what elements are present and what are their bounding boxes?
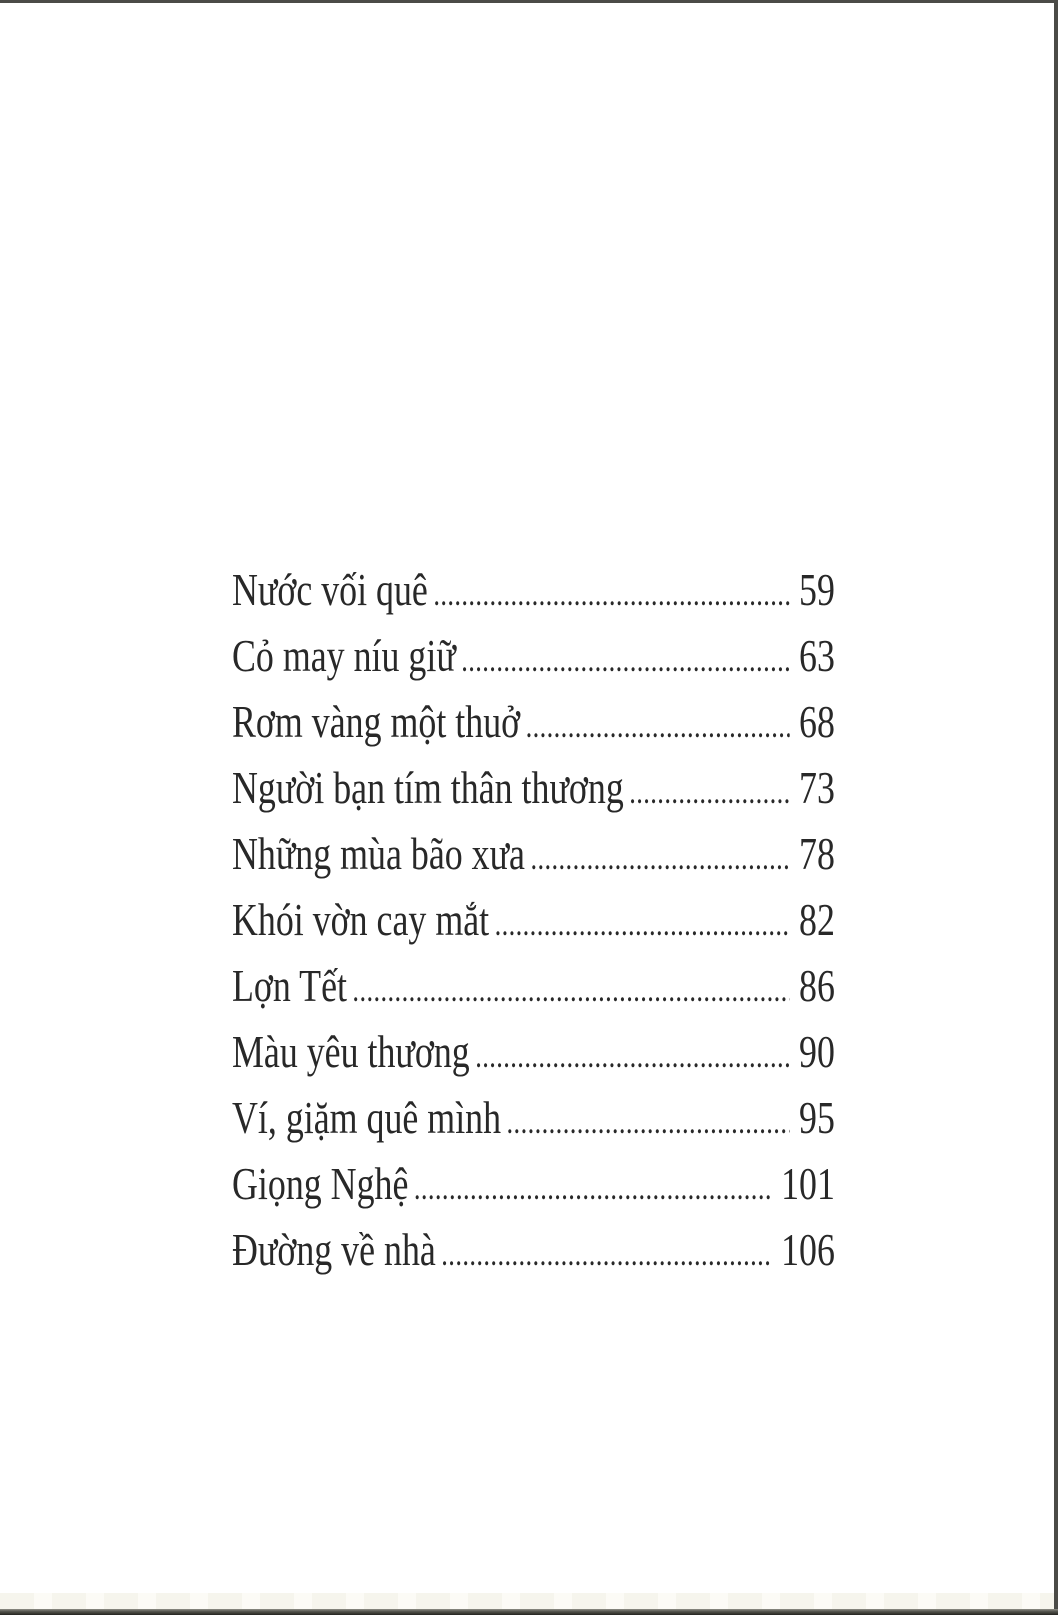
toc-entry-page: 82 [799,894,835,945]
dot-leader [525,826,790,892]
toc-entry-page: 90 [799,1026,835,1077]
toc-entry-title: Nước vối quê [232,564,428,615]
toc-entry-page: 86 [799,960,835,1011]
toc-entry [232,1151,835,1217]
toc-entry-title: Màu yêu thương [232,1026,470,1077]
toc-entry-page: 73 [799,762,835,813]
toc-entry [232,557,835,623]
dot-leader [408,1156,771,1222]
dot-leader [624,760,790,826]
toc-entry [232,1019,835,1085]
toc-entry-title: Lợn Tết [232,960,347,1011]
dot-leader [436,1222,772,1288]
toc-entry-title: Ví, giặm quê mình [232,1092,502,1143]
toc-entry [232,887,835,953]
toc-entry-page: 68 [799,696,835,747]
toc-entry-title: Khói vờn cay mắt [232,894,490,945]
toc-entry [232,755,835,821]
toc-entry [232,821,835,887]
dot-leader [347,958,790,1024]
toc-entry-page: 59 [799,564,835,615]
toc-entry-title: Người bạn tím thân thương [232,762,624,813]
dot-leader [456,628,790,694]
dot-leader [520,694,790,760]
dot-leader [489,892,790,958]
toc-entry-title: Rơm vàng một thuở [232,696,521,747]
toc-entry-page: 95 [799,1092,835,1143]
toc-entry [232,953,835,1019]
page-stack-edge [0,1593,1058,1609]
table-of-contents [232,557,835,1283]
toc-entry [232,689,835,755]
toc-entry-title: Đường về nhà [232,1224,436,1275]
scan-top-edge [0,0,1058,3]
toc-entry-title: Cỏ may níu giữ [232,630,456,681]
toc-entry-title: Giọng Nghệ [232,1158,409,1209]
dot-leader [501,1090,790,1156]
dot-leader [470,1024,790,1090]
scan-right-edge [1054,0,1058,1615]
toc-entry-page: 106 [781,1224,835,1275]
scan-bottom-edge [0,1609,1058,1615]
toc-entry-page: 101 [781,1158,835,1209]
toc-entry-page: 63 [799,630,835,681]
toc-entry-title: Những mùa bão xưa [232,828,525,879]
toc-entry [232,1085,835,1151]
toc-entry-page: 78 [799,828,835,879]
toc-entry [232,623,835,689]
toc-entry [232,1217,835,1283]
dot-leader [428,562,790,628]
